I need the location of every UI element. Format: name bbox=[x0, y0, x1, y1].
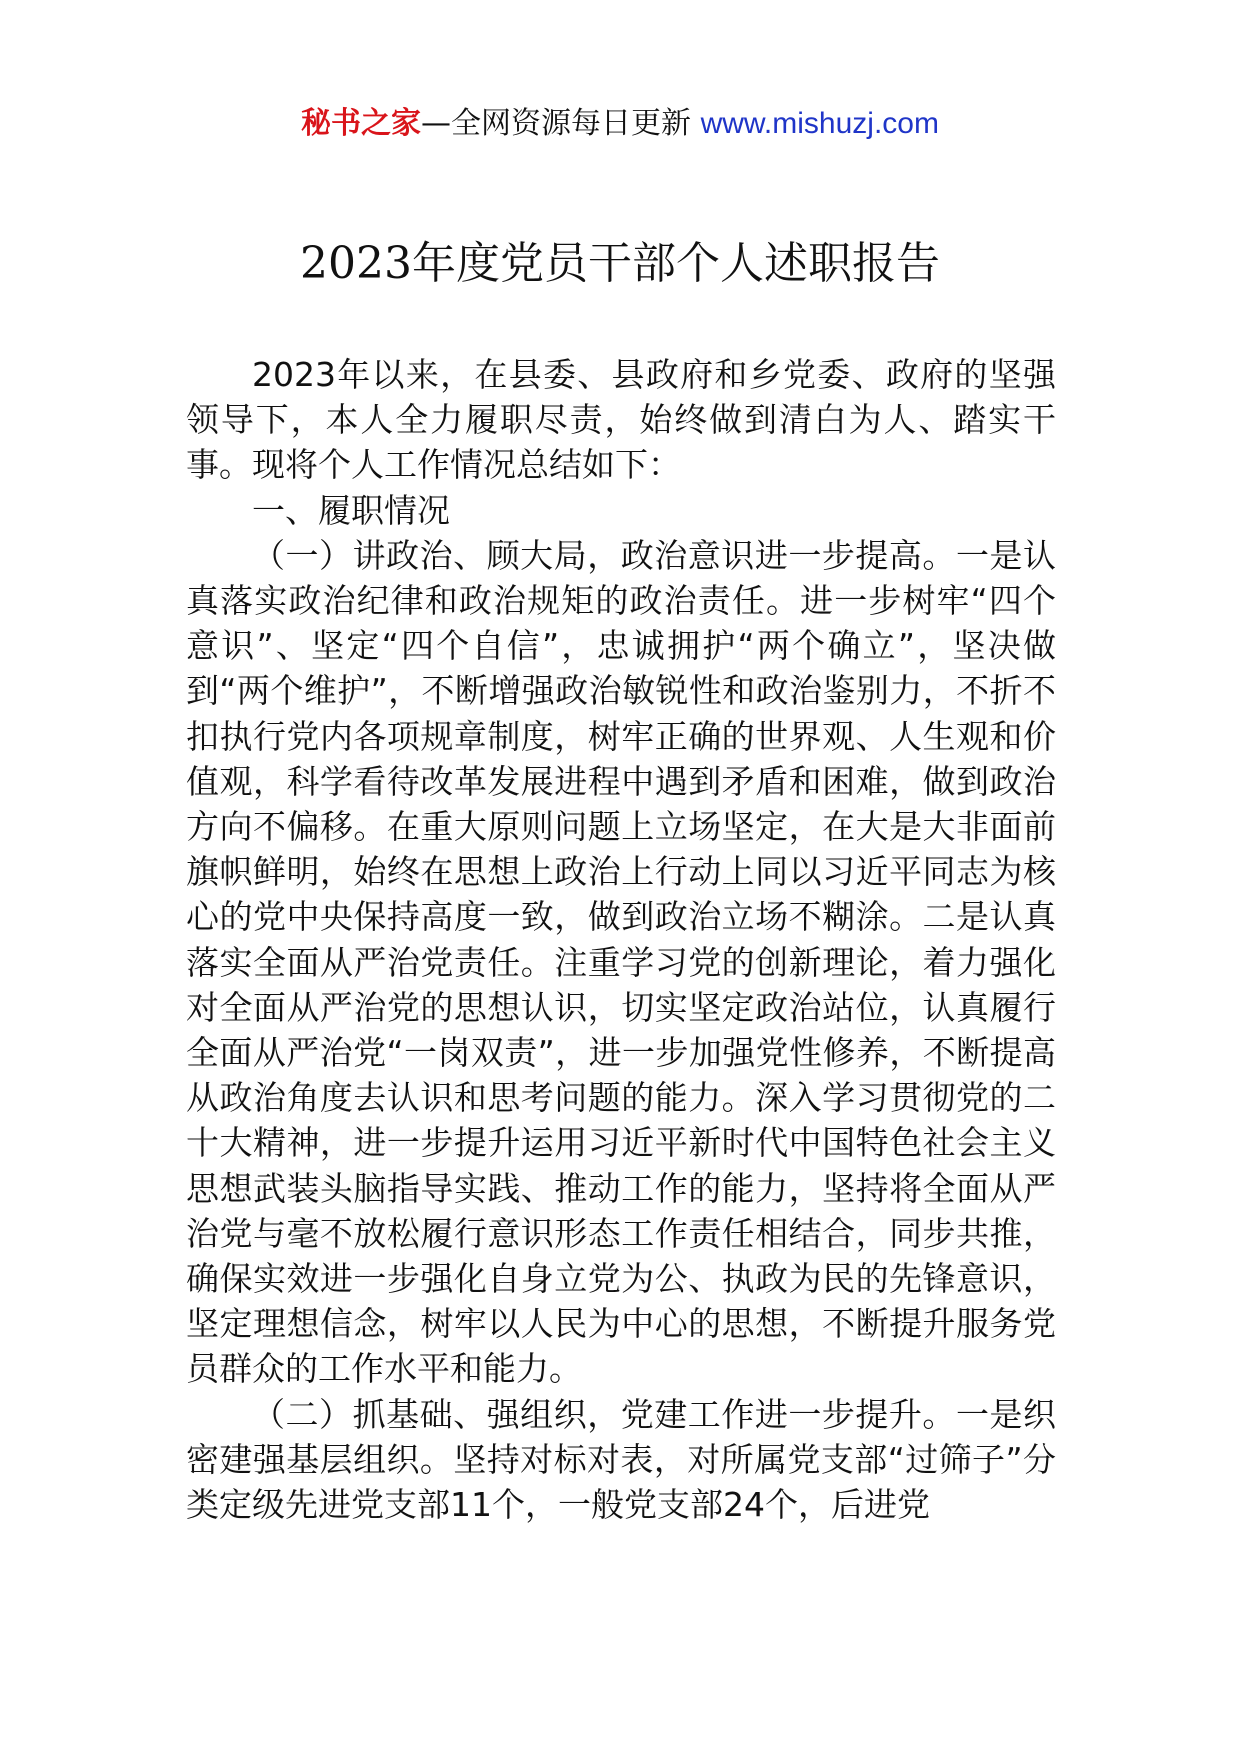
body-paragraph: （一）讲政治、顾大局，政治意识进一步提高。一是认真落实政治纪律和政治规矩的政治责任。进一步树牢“四个意识”、坚定“四个自信”，忠诚拥护“两个确立”，坚决做到“两个维护”，不断增强政治敏锐性和政治鉴别力，不折不扣执行党内各项规章制度，树牢正确的世界观、人生观和价值观，科学看待改革发展进程中遇到矛盾和困难，做到政治方向不偏移。在重大原则问题上立场坚定，在大是大非面前旗帜鲜明，始终在思想上政治上行动上同以习近平同志为核心的党中央保持高度一致，做到政治立场不糊涂。二是认真落实全面从严治党责任。注重学习党的创新理论，着力强化对全面从严治党的思想认识，切实坚定政治站位，认真履行全面从严治党“一岗双责”，进一步加强党性修养，不断提高从政治角度去认识和思考问题的能力。深入学习贯彻党的二十大精神，进一步提升运用习近平新时代中国特色社会主义思想武装头脑指导实践、推动工作的能力，坚持将全面从严治党与毫不放松履行意识形态工作责任相结合，同步共推，确保实效进一步强化自身立党为公、执政为民的先锋意识，坚定理想信念，树牢以人民为中心的思想，不断提升服务党员群众的工作水平和能力。 bbox=[186, 535, 1056, 1389]
header-tagline: —全网资源每日更新 bbox=[421, 106, 692, 141]
section-heading: 一、履职情况 bbox=[252, 490, 450, 530]
document-title: 2023年度党员干部个人述职报告 bbox=[300, 238, 940, 289]
intro-paragraph: 2023年以来，在县委、县政府和乡党委、政府的坚强领导下，本人全力履职尽责，始终做到清白为人、踏实干事。现将个人工作情况总结如下： bbox=[186, 355, 1056, 485]
document-body bbox=[186, 352, 1056, 1527]
site-url[interactable]: www.mishuzj.com bbox=[700, 107, 939, 140]
brand-name: 秘书之家 bbox=[301, 106, 422, 141]
body-paragraph: （二）抓基础、强组织，党建工作进一步提升。一是织密建强基层组织。坚持对标对表，对所属党支部“过筛子”分类定级先进党支部11个，一般党支部24个，后进党 bbox=[186, 1394, 1056, 1525]
site-header bbox=[0, 104, 1240, 144]
